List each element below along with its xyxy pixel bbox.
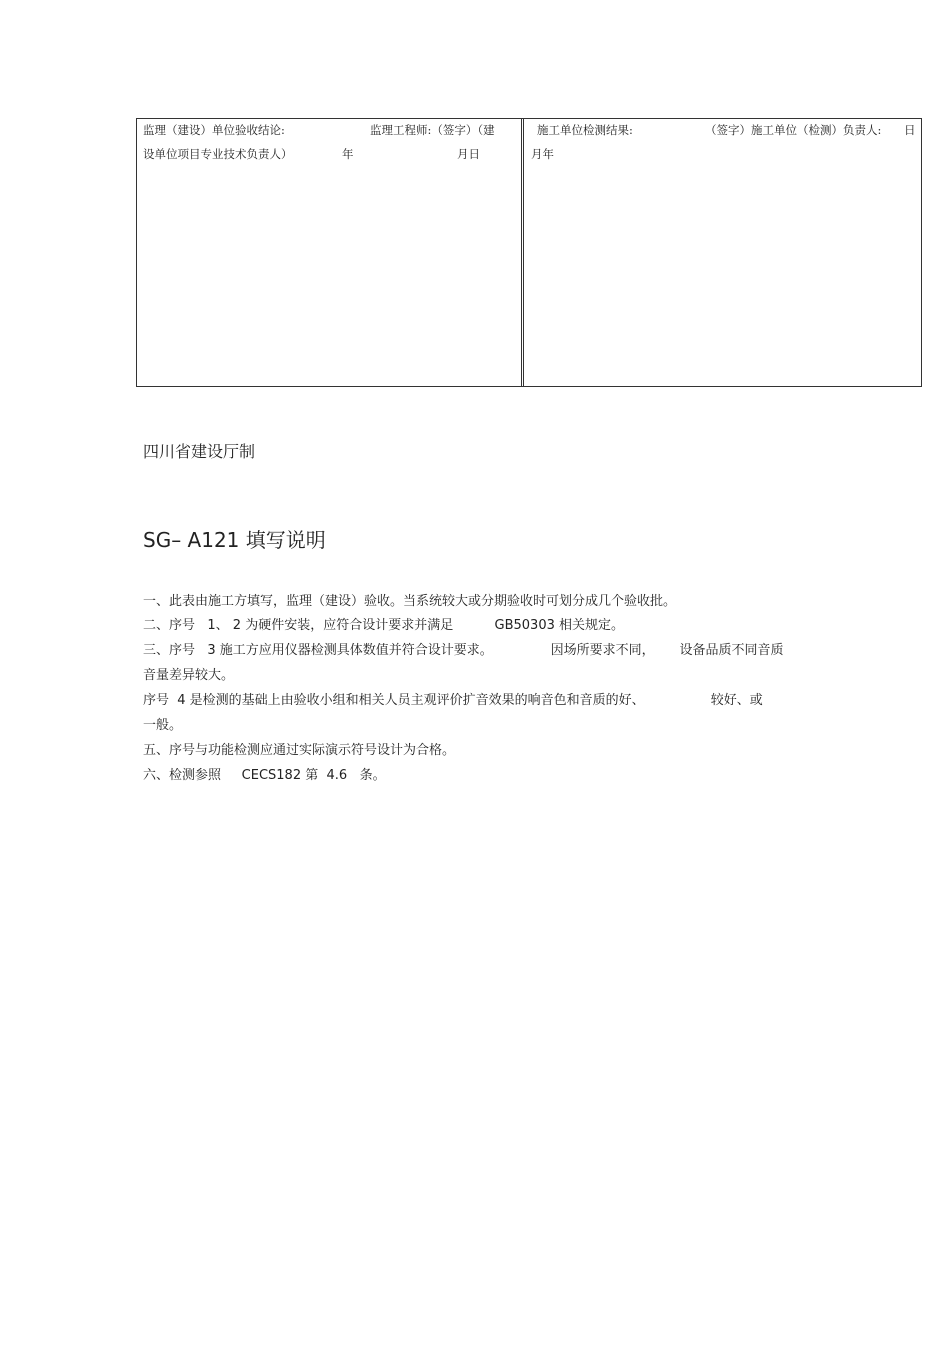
instruction-line: 一、此表由施工方填写，监理（建设）验收。当系统较大或分期验收时可划分成几个验收批。 <box>143 594 677 609</box>
instruction-line: 二、序号 1、 2 为硬件安装，应符合设计要求并满足 GB50303 相关规定。 <box>143 618 625 633</box>
instruction-line: 六、检测参照 CECS182 第 4.6 条。 <box>143 768 386 783</box>
supervision-conclusion-label: 监理（建设）单位验收结论: <box>143 123 285 137</box>
instruction-line: 音量差异较大。 <box>143 668 235 683</box>
issuing-org: 四川省建设厅制 <box>143 442 256 461</box>
construction-result-cell <box>523 119 921 386</box>
construction-lead-sign: （签字）施工单位（检测）负责人: <box>705 123 882 137</box>
signature-table <box>136 118 922 387</box>
instruction-line: 三、序号 3 施工方应用仪器检测具体数值并符合设计要求。 因场所要求不同， 设备品质不同音质 <box>143 643 784 658</box>
tech-lead-label: 设单位项目专业技术负责人） <box>143 147 293 161</box>
supervision-engineer-sign: 监理工程师:（签字）（建 <box>370 123 495 137</box>
instruction-line: 一般。 <box>143 718 183 733</box>
month-year-label-right: 月年 <box>531 147 554 161</box>
month-day-label-left: 月日 <box>457 147 480 161</box>
instruction-line: 五、序号与功能检测应通过实际演示符号设计为合格。 <box>143 743 456 758</box>
year-label-left: 年 <box>342 147 354 161</box>
day-label-right: 日 <box>904 123 916 137</box>
page-title: SG– A121 填写说明 <box>143 528 326 552</box>
supervision-conclusion-cell <box>137 119 522 386</box>
instruction-line: 序号 4 是检测的基础上由验收小组和相关人员主观评价扩音效果的响音色和音质的好、 较好、或 <box>143 693 763 708</box>
construction-result-label: 施工单位检测结果: <box>537 123 633 137</box>
